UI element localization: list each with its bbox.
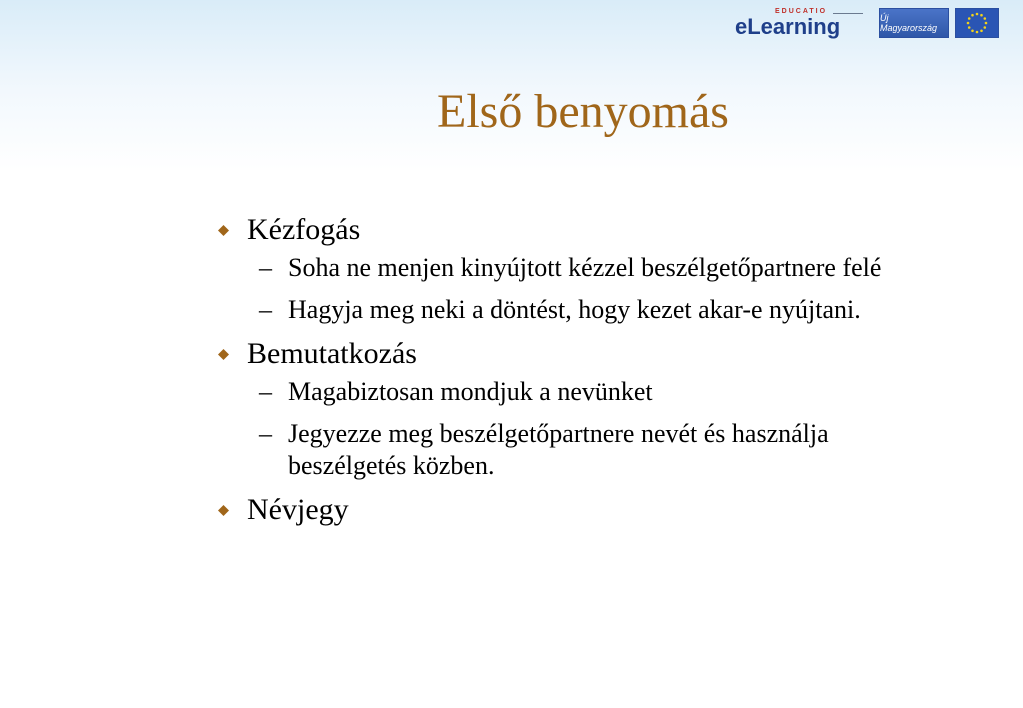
dash-bullet-icon: – — [259, 295, 272, 324]
sub-bullet-text: Jegyezze meg beszélgetőpartnere nevét és használja beszélgetés közben. — [288, 419, 829, 480]
elearning-logo — [735, 8, 863, 38]
eu-stars-icon — [959, 11, 995, 35]
logo-elearning-text: eLearning — [735, 14, 841, 39]
sub-bullet-item — [212, 252, 898, 284]
sub-bullet-item — [212, 418, 898, 482]
eu-flag-icon — [955, 8, 999, 38]
bullet-item-bemutatkozas — [212, 336, 912, 372]
uj-magyarorszag-logo-text: Új Magyarország — [880, 13, 938, 33]
bullet-item-kezfogas — [212, 212, 912, 248]
logo-education-text: EDUCATIO — [775, 8, 828, 15]
bullet-item-label: Kézfogás — [247, 213, 361, 246]
bullet-item-label: Bemutatkozás — [247, 337, 417, 370]
slide-body — [212, 212, 912, 532]
dash-bullet-icon: – — [259, 253, 272, 282]
sub-bullet-text: Soha ne menjen kinyújtott kézzel beszélgetőpartnere felé — [288, 253, 882, 282]
dash-bullet-icon: – — [259, 377, 272, 406]
sub-bullet-item — [212, 294, 898, 326]
uj-magyarorszag-logo — [879, 8, 949, 38]
diamond-bullet-icon — [218, 349, 229, 360]
sub-bullet-text: Hagyja meg neki a döntést, hogy kezet akar-e nyújtani. — [288, 295, 861, 324]
diamond-bullet-icon — [218, 225, 229, 236]
slide-title: Első benyomás — [437, 85, 729, 138]
sub-bullet-text: Magabiztosan mondjuk a nevünket — [288, 377, 653, 406]
bullet-item-nevjegy — [212, 492, 912, 528]
sub-bullet-item — [212, 376, 898, 408]
diamond-bullet-icon — [218, 505, 229, 516]
logo-bar — [735, 8, 999, 38]
bullet-item-label: Névjegy — [247, 493, 349, 526]
dash-bullet-icon: – — [259, 419, 272, 448]
